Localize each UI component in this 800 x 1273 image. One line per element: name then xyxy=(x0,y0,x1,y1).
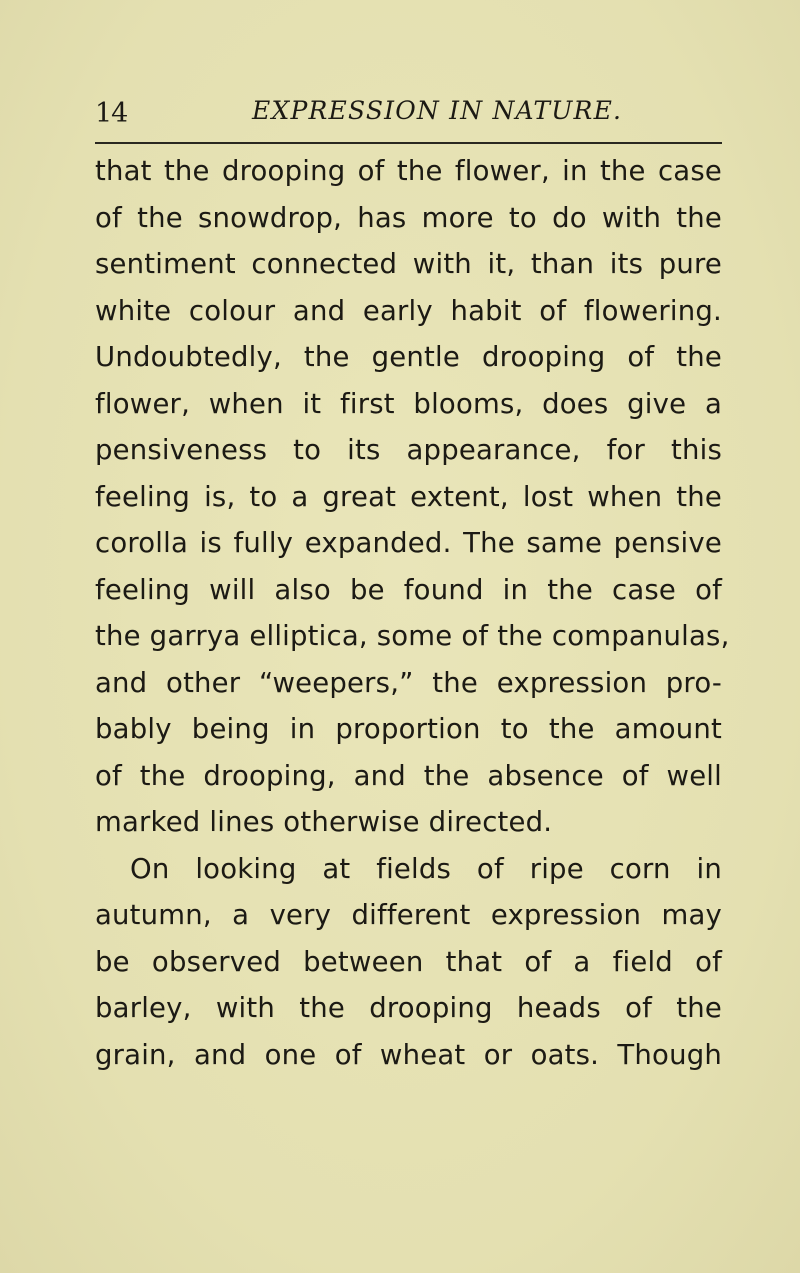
text-line: bably being in proportion to the amount xyxy=(95,713,722,745)
text-line: marked lines otherwise directed. xyxy=(95,806,553,838)
text-line: On looking at fields of ripe corn in xyxy=(130,852,722,885)
text-line: of the drooping, and the absence of well xyxy=(95,759,722,792)
text-line: of the snowdrop, has more to do with the xyxy=(95,201,722,234)
text-line: feeling is, to a great extent, lost when the xyxy=(95,480,722,513)
header-rule xyxy=(95,142,722,144)
text-line: the garrya elliptica, some of the companulas, xyxy=(95,620,730,652)
text-line: sentiment connected with it, than its pure xyxy=(95,248,722,280)
text-line: that the drooping of the flower, in the case xyxy=(95,155,722,187)
body-text xyxy=(95,148,730,1078)
text-line: white colour and early habit of flowering. xyxy=(95,294,722,327)
text-line: and other “weepers,” the expression pro- xyxy=(95,666,722,699)
text-line: feeling will also be found in the case of xyxy=(95,573,722,606)
text-line: Undoubtedly, the gentle drooping of the xyxy=(95,341,722,373)
text-line: be observed between that of a field of xyxy=(95,945,722,978)
text-line: autumn, a very different expression may xyxy=(95,899,722,931)
page-number: 14 xyxy=(95,98,128,129)
text-line: pensiveness to its appearance, for this xyxy=(95,434,722,466)
text-line: grain, and one of wheat or oats. Though xyxy=(95,1038,722,1071)
text-line: corolla is fully expanded. The same pensive xyxy=(95,527,722,559)
text-line: barley, with the drooping heads of the xyxy=(95,992,722,1024)
text-line: flower, when it first blooms, does give a xyxy=(95,387,722,420)
running-head: EXPRESSION IN NATURE. xyxy=(252,96,623,125)
